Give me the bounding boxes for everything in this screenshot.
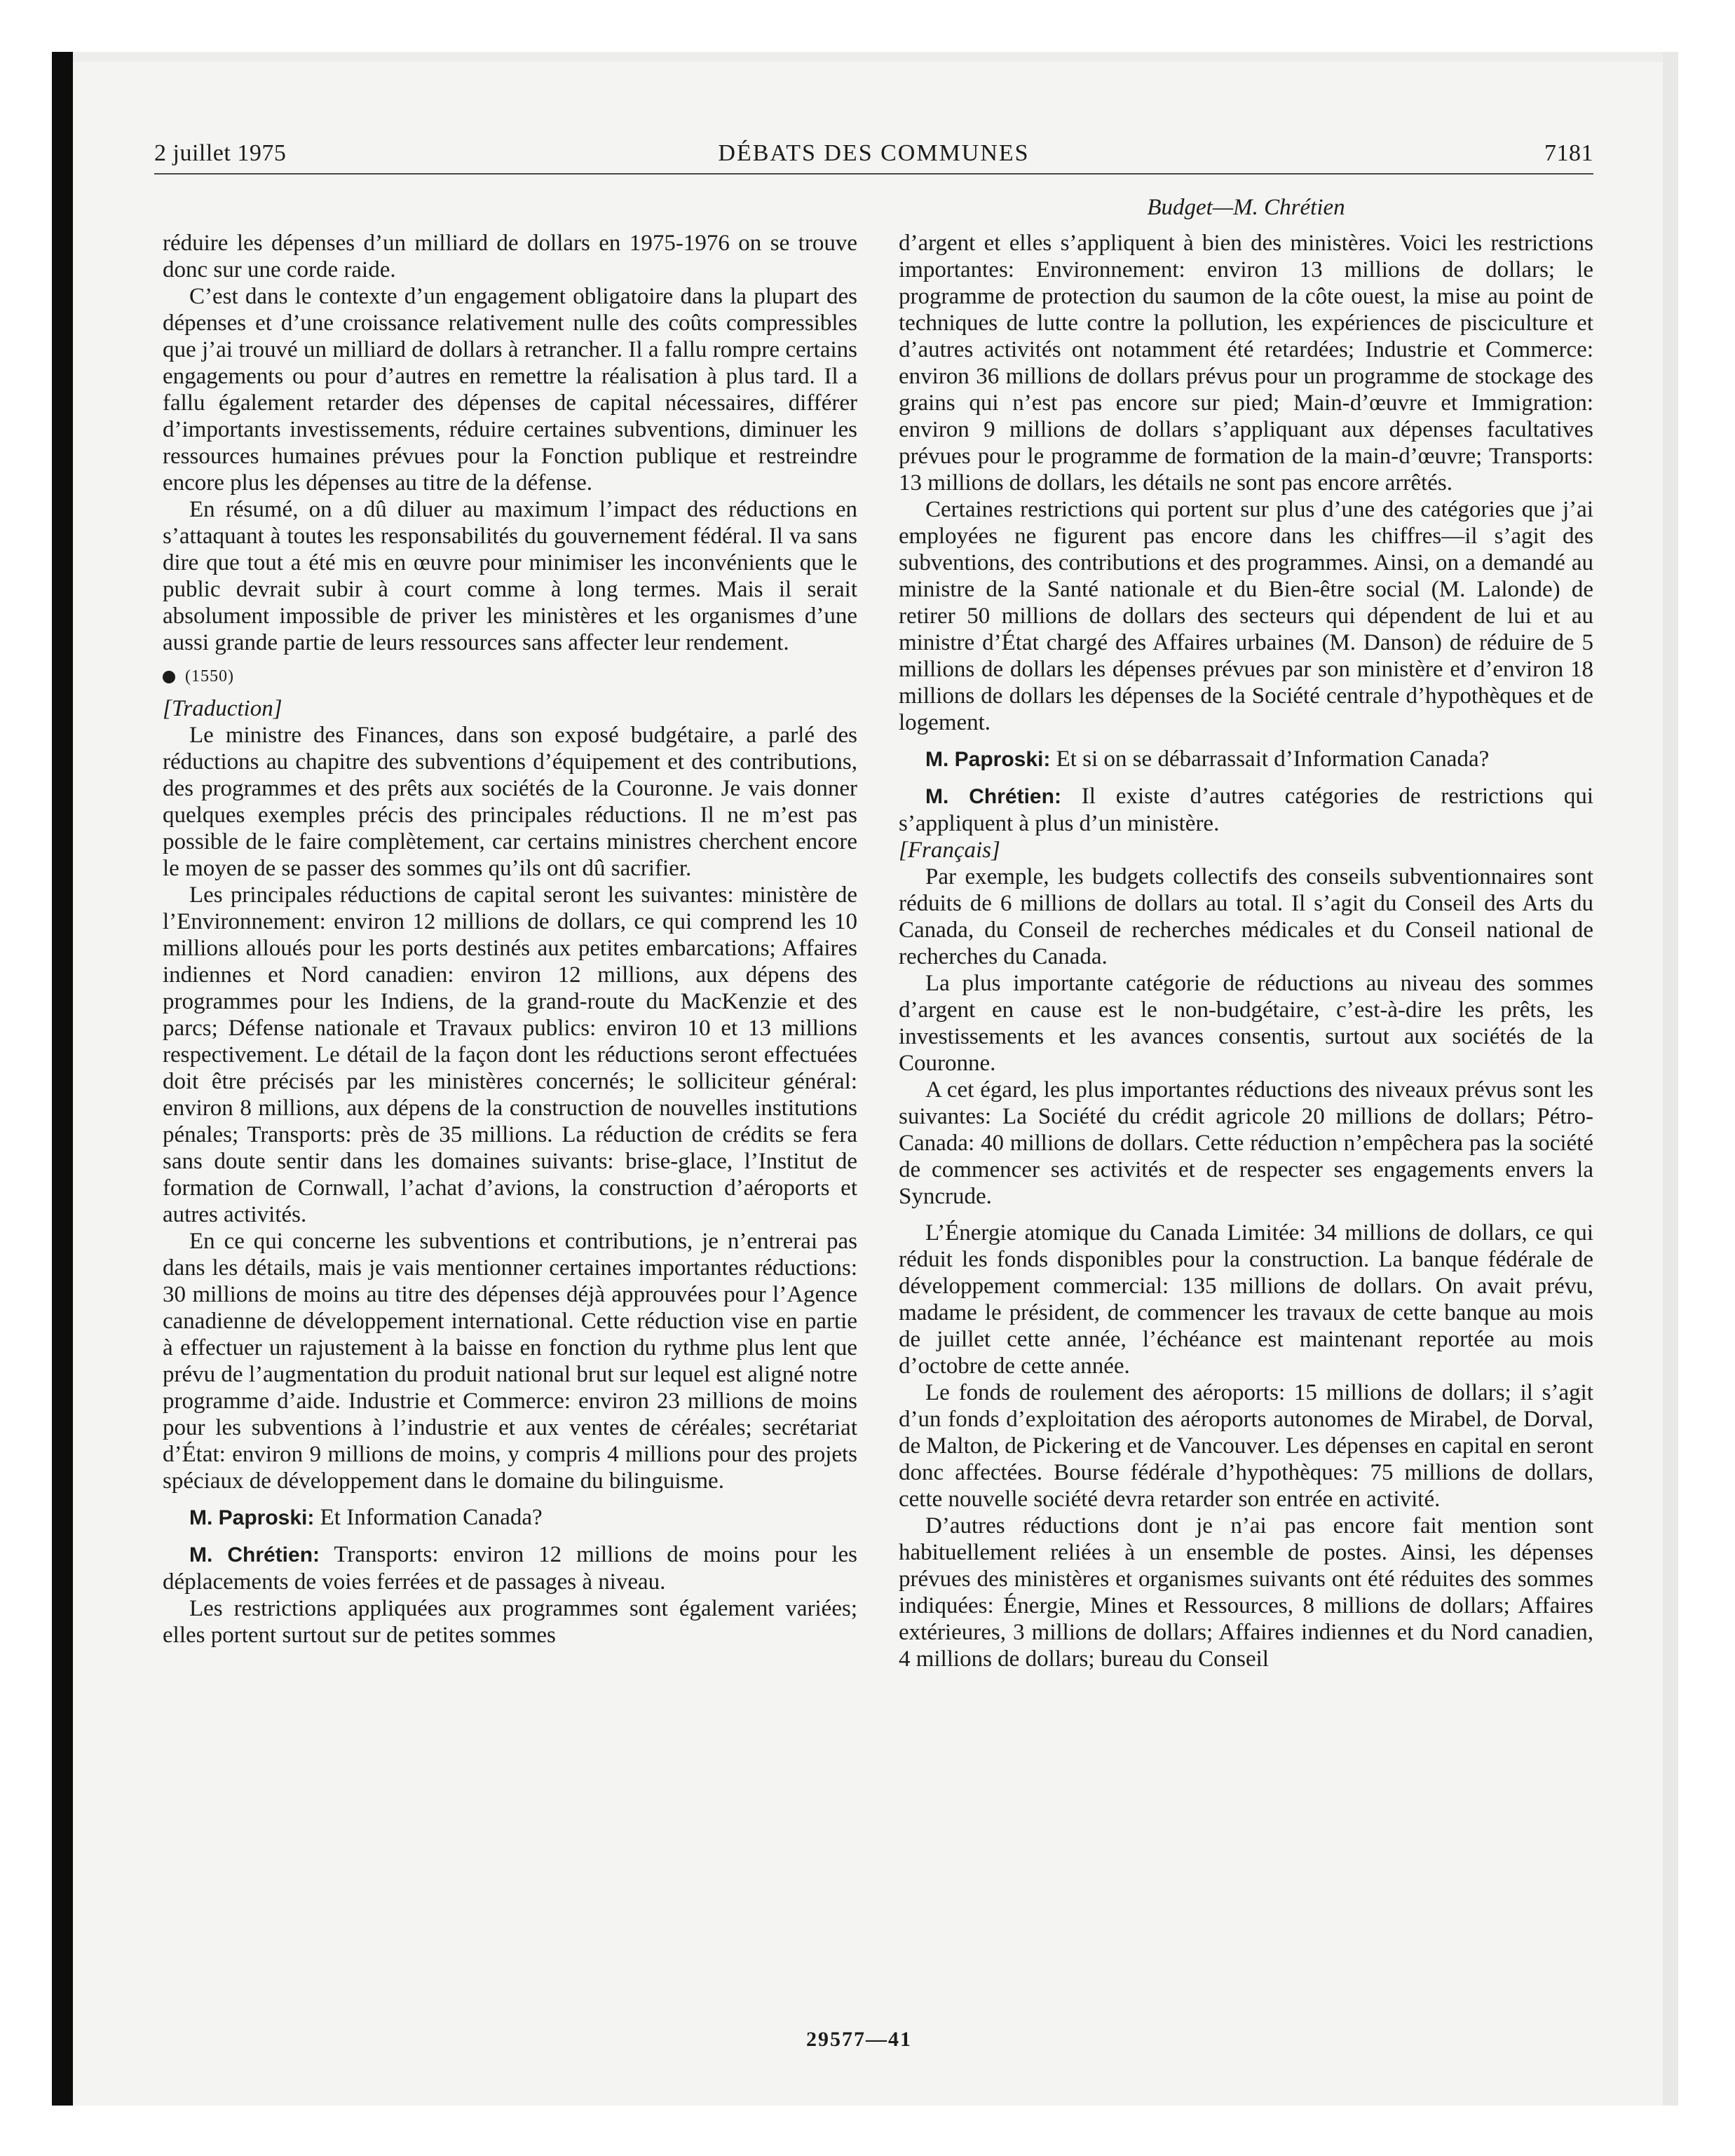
paragraph: d’argent et elles s’appliquent à bien des ministères. Voici les restrictions importantes: Environnement: environ 13 millions de dollars; le programme de protection du saumon de la côte ouest, la mise au point de techniques de lutte contre la pollution, les expériences de pisciculture et d’autres activités ont notamment été retardées; Industrie et Commerce: environ 36 millions de dollars prévus pour un programme de stockage des grains qui n’est pas encore sur pied; Main-d’œuvre et Immigration: environ 9 millions de dollars s’appliquant aux dépenses facultatives prévues pour le programme de formation de la main-d’œuvre; Transports: 13 millions de dollars, les détails ne sont pas encore arrêtés. xyxy=(899,231,1593,496)
speech-text: Il existe d’autres catégories de restrictions qui s’appliquent à plus d’un ministère. xyxy=(899,784,1593,836)
footer-signature-code: 29577—41 xyxy=(806,2028,912,2051)
speech-text: Et Information Canada? xyxy=(314,1505,543,1530)
speaker-name: M. Paproski: xyxy=(925,748,1051,771)
paragraph: réduire les dépenses d’un milliard de dollars en 1975-1976 on se trouve donc sur une corde raide. xyxy=(163,231,857,282)
paragraph: D’autres réductions dont je n’ai pas encore fait mention sont habituellement reliées à un ensemble de postes. Ainsi, les dépenses prévues des ministères et organismes suivants ont été réduites des sommes indiquées: Énergie, Mines et Ressources, 8 millions de dollars; Affaires extérieures, 3 millions de dollars; Affaires indiennes et du Nord canadien, 4 millions de dollars; bureau du Conseil xyxy=(899,1513,1593,1672)
scan-right-edge xyxy=(1663,52,1678,2106)
paragraph: L’Énergie atomique du Canada Limitée: 34 millions de dollars, ce qui réduit les fonds disponibles pour la construction. La banque fédérale de développement commercial: 135 millions de dollars. On avait prévu, madame le président, de commencer les travaux de cette banque au mois de juillet cette année, l’échéance est maintenant reportée au mois d’octobre de cette année. xyxy=(899,1220,1593,1379)
header-page-number: 7181 xyxy=(1544,140,1593,166)
translation-tag: [Traduction] xyxy=(163,696,283,721)
speech-text: Transports: environ 12 millions de moins pour les déplacements de voies ferrées et de passages à niveau. xyxy=(163,1542,858,1595)
right-column xyxy=(899,230,1593,1672)
speech xyxy=(163,1504,857,1531)
paragraph: La plus importante catégorie de réductions au niveau des sommes d’argent en cause est le non-budgétaire, c’est-à-dire les prêts, les investissements et les avances consentis, surtout aux sociétés de la Couronne. xyxy=(899,971,1593,1076)
speech xyxy=(163,1541,857,1595)
paragraph: Le fonds de roulement des aéroports: 15 millions de dollars; il s’agit d’un fonds d’exploitation des aéroports autonomes de Mirabel, de Dorval, de Malton, de Pickering et de Vancouver. Les dépenses en capital en seront donc affectées. Bourse fédérale d’hypothèques: 75 millions de dollars, cette nouvelle société devra retarder son entrée en activité. xyxy=(899,1380,1593,1512)
paragraph: En résumé, on a dû diluer au maximum l’impact des réductions en s’attaquant à toutes les responsabilités du gouvernement fédéral. Il va sans dire que tout a été mis en œuvre pour minimiser les inconvénients que le public devrait subir à court comme à long termes. Mais il serait absolument impossible de priver les ministères et les organismes d’une aussi grande partie de leurs ressources sans affecter leur rendement. xyxy=(163,497,857,655)
left-column xyxy=(163,230,857,1649)
paragraph: Par exemple, les budgets collectifs des conseils subventionnaires sont réduits de 6 millions de dollars au total. Il s’agit du Conseil des Arts du Canada, du Conseil de recherches médicales et du Conseil national de recherches du Canada. xyxy=(899,864,1593,969)
scan-binding-edge xyxy=(52,52,73,2106)
speaker-name: M. Paproski: xyxy=(189,1506,315,1529)
speaker-name: M. Chrétien: xyxy=(189,1543,320,1567)
speech xyxy=(899,783,1593,837)
scan-top-edge xyxy=(52,52,1678,62)
paragraph: En ce qui concerne les subventions et contributions, je n’entrerai pas dans les détails, mais je vais mentionner certaines importantes réductions: 30 millions de moins au titre des dépenses déjà approuvées pour l’Agence canadienne de développement international. Cette réduction vise en partie à effectuer un rajustement à la baisse en fonction du rythme plus lent que prévu de l’augmentation du produit national brut sur lequel est aligné notre programme d’aide. Industrie et Commerce: environ 23 millions de moins pour les subventions à l’industrie et aux ventes de céréales; secrétariat d’État: environ 9 millions de moins, y compris 4 millions pour des projets spéciaux de développement dans le domaine du bilinguisme. xyxy=(163,1229,857,1494)
speech xyxy=(899,746,1593,773)
paragraph: Certaines restrictions qui portent sur plus d’une des catégories que j’ai employées ne figurent pas encore dans les chiffres—il s’agit des subventions, des contributions et des programmes. Ainsi, on a demandé au ministre de la Santé nationale et du Bien-être social (M. Lalonde) de retirer 50 millions de dollars des secteurs qui dépendent de lui et au ministre d’État chargé des Affaires urbaines (M. Danson) de réduire de 5 millions de dollars les dépenses prévues par son ministère et d’environ 18 millions de dollars les dépenses de la Société centrale d’hypothèques et de logement. xyxy=(899,497,1593,735)
header-title: DÉBATS DES COMMUNES xyxy=(718,140,1030,166)
paragraph: Le ministre des Finances, dans son exposé budgétaire, a parlé des réductions au chapitre des subventions d’équipement et des contributions, des programmes et des prêts aux sociétés de la Couronne. Je vais donner quelques exemples précis des principales réductions. Il ne m’est pas possible de le faire complètement, car certains ministres cherchent encore le moyen de se passer des sommes qu’ils ont dû sacrifier. xyxy=(163,723,857,881)
language-tag: [Français] xyxy=(899,838,1000,863)
section-tag: Budget—M. Chrétien xyxy=(1147,195,1345,220)
bullet-icon xyxy=(163,671,175,683)
paragraph: C’est dans le contexte d’un engagement obligatoire dans la plupart des dépenses et d’une croissance relativement nulle des coûts compressibles que j’ai trouvé un milliard de dollars à retrancher. Il a fallu rompre certains engagements ou pour d’autres en remettre la réalisation à plus tard. Il a fallu également retarder des dépenses de capital nécessaires, différer d’importants investissements, réduire certaines subventions, diminuer les ressources humaines prévues pour la Fonction publique et restreindre encore plus les dépenses au titre de la défense. xyxy=(163,284,857,496)
paragraph: Les principales réductions de capital seront les suivantes: ministère de l’Environnement: environ 12 millions de dollars, ce qui comprend les 10 millions alloués pour les ports destinés aux petites embarcations; Affaires indiennes et Nord canadien: environ 12 millions, aux dépens des programmes pour les Indiens, de la grand-route du MacKenzie et des parcs; Défense nationale et Travaux publics: environ 10 et 13 millions respectivement. Le détail de la façon dont les réductions seront effectuées doit être précisés par les ministères concernés; le solliciteur général: environ 8 millions, aux dépens de la construction de nouvelles institutions pénales; Transports: près de 35 millions. La réduction de crédits se fera sans doute sentir dans les domaines suivants: brise-glace, l’Institut de formation de Cornwall, l’achat d’avions, la construction d’aéroports et autres activités. xyxy=(163,882,857,1227)
paragraph: A cet égard, les plus importantes réductions des niveaux prévus sont les suivantes: La Société du crédit agricole 20 millions de dollars; Pétro-Canada: 40 millions de dollars. Cette réduction n’empêchera pas la société de commencer ses activités et de respecter ses engagements envers la Syncrude. xyxy=(899,1077,1593,1209)
speaker-name: M. Chrétien: xyxy=(925,785,1061,808)
running-head xyxy=(154,137,1593,172)
paragraph: Les restrictions appliquées aux programmes sont également variées; elles portent surtout sur de petites sommes xyxy=(163,1596,857,1648)
time-marker xyxy=(163,663,857,690)
speech-text: Et si on se débarrassait d’Information Canada? xyxy=(1050,746,1490,772)
time-marker-label: (1550) xyxy=(185,667,234,685)
header-rule xyxy=(154,173,1593,175)
header-date: 2 juillet 1975 xyxy=(154,140,287,166)
